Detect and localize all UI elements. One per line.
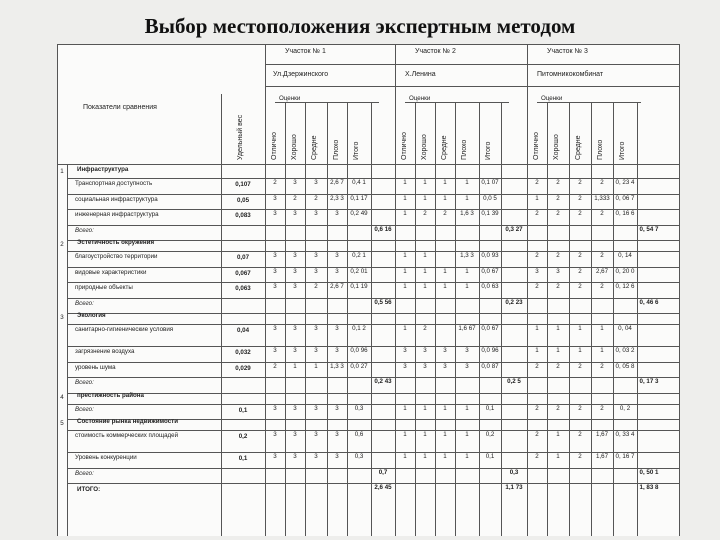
score-cell: 2 xyxy=(600,179,604,186)
score-cell: 0,1 39 xyxy=(481,210,499,217)
score-cell: 1 xyxy=(403,179,407,186)
group-title: Эстетичность окружения xyxy=(77,239,155,246)
grid-line xyxy=(679,44,680,536)
score-cell: 2 xyxy=(578,179,582,186)
score-cell: 1 xyxy=(535,194,539,202)
row-weight: 0,107 xyxy=(235,181,251,188)
score-cell: 3 xyxy=(335,252,339,259)
score-cell: 2 xyxy=(556,283,560,290)
score-cell: 2 xyxy=(293,194,297,202)
score-cell: 2 xyxy=(535,210,539,217)
header-site-1-хорошо: Хорошо xyxy=(291,134,298,160)
score-cell: 0, 23 4 xyxy=(615,179,635,186)
score-cell: 0, 16 7 xyxy=(615,453,635,460)
score-cell: 3 xyxy=(273,252,277,259)
score-cell: 2 xyxy=(578,431,582,438)
row-label: Транспортная доступность xyxy=(75,180,153,187)
header-site-1-отлично: Отлично xyxy=(271,132,278,160)
row-weight: 0,063 xyxy=(235,285,251,292)
score-cell: 1 xyxy=(403,252,407,259)
score-cell: 2 xyxy=(535,453,539,460)
score-cell: 1 xyxy=(403,453,407,460)
score-cell: 2 xyxy=(423,325,427,332)
score-cell: 1 xyxy=(403,210,407,217)
score-cell: 0, 20 0 xyxy=(615,267,635,275)
score-cell: 1 xyxy=(443,179,447,186)
score-cell: 1 xyxy=(556,431,560,438)
row-label: санитарно-гигиенические условия xyxy=(75,326,174,333)
score-cell: 3 xyxy=(293,267,297,275)
score-cell: 1 xyxy=(465,283,469,290)
score-cell: 1 xyxy=(600,347,604,354)
site-1-total: 0,7 xyxy=(378,468,388,476)
score-cell: 0,0 67 xyxy=(481,267,499,275)
score-cell: 0,0 27 xyxy=(350,362,368,370)
row-label: стоимость коммерческих площадей xyxy=(75,432,179,439)
group-number: 1 xyxy=(60,168,64,175)
score-cell: 3 xyxy=(335,210,339,217)
grid-line xyxy=(67,178,680,179)
row-weight: 0,05 xyxy=(236,196,250,204)
grid-line xyxy=(67,194,680,195)
score-cell: 1 xyxy=(403,431,407,438)
score-cell: 0,3 xyxy=(354,404,364,412)
score-cell: 2 xyxy=(535,252,539,259)
score-cell: 3 xyxy=(293,431,297,438)
score-cell: 3 xyxy=(443,347,447,354)
group-title: Инфраструктура xyxy=(77,166,129,173)
score-cell: 1 xyxy=(314,362,318,370)
group-title: Состояние рынка недвижимости xyxy=(77,418,178,425)
score-cell: 1 xyxy=(535,325,539,332)
score-cell: 3 xyxy=(273,453,277,460)
score-cell: 0,4 1 xyxy=(352,179,366,186)
score-cell: 1,3 3 xyxy=(460,252,474,259)
row-label: видовые характеристики xyxy=(75,268,147,276)
score-cell: 0,0 5 xyxy=(483,194,497,202)
score-cell: 1 xyxy=(443,404,447,412)
grid-line xyxy=(265,64,680,65)
score-cell: 3 xyxy=(273,431,277,438)
site-2-total: 0,2 5 xyxy=(507,378,521,385)
score-cell: 2 xyxy=(443,210,447,217)
score-cell: 1,333 xyxy=(594,194,610,202)
score-cell: 3 xyxy=(403,362,407,370)
score-cell: 1,6 3 xyxy=(460,210,474,217)
score-cell: 3 xyxy=(293,252,297,259)
row-label: Уровень конкуренции xyxy=(75,454,137,461)
grid-line xyxy=(347,102,348,536)
row-label: уровень шума xyxy=(75,363,116,371)
score-cell: 2 xyxy=(535,179,539,186)
score-cell: 2 xyxy=(578,453,582,460)
score-cell: 0, 33 4 xyxy=(615,431,635,438)
score-cell: 0,1 2 xyxy=(352,325,366,332)
header-street-3: Питомникокомбинат xyxy=(537,71,604,78)
score-cell: 1 xyxy=(293,362,297,370)
comparison-table xyxy=(57,44,680,536)
score-cell: 1 xyxy=(535,347,539,354)
grid-line xyxy=(57,164,680,165)
grid-line xyxy=(67,404,680,405)
header-weight: Удельный вес xyxy=(237,114,244,160)
score-cell: 0,0 67 xyxy=(481,325,499,332)
score-cell: 2 xyxy=(556,404,560,412)
score-cell: 3 xyxy=(293,283,297,290)
score-cell: 2 xyxy=(273,362,277,370)
score-cell: 3 xyxy=(335,431,339,438)
header-site-2-средне: Средне xyxy=(441,135,448,160)
score-cell: 3 xyxy=(423,362,427,370)
score-cell: 3 xyxy=(293,179,297,186)
score-cell: 3 xyxy=(443,362,447,370)
header-site-2-отлично: Отлично xyxy=(401,132,408,160)
score-cell: 0,0 63 xyxy=(481,283,499,290)
score-cell: 3 xyxy=(314,347,318,354)
score-cell: 3 xyxy=(535,267,539,275)
group-number: 2 xyxy=(60,241,64,248)
grid-line xyxy=(479,102,480,536)
total-label: ИТОГО: xyxy=(77,486,101,493)
grid-line xyxy=(547,102,548,536)
row-weight: 0,029 xyxy=(235,364,251,372)
grand-total-site-2: 1,1 73 xyxy=(505,484,523,491)
score-cell: 2 xyxy=(556,252,560,259)
score-cell: 1,3 3 xyxy=(330,362,344,370)
grand-total-site-1: 2,6 45 xyxy=(374,484,392,491)
grid-line xyxy=(67,251,680,252)
grid-line xyxy=(67,346,680,347)
score-cell: 2,6 7 xyxy=(330,179,344,186)
score-cell: 2 xyxy=(600,252,604,259)
score-cell: 1 xyxy=(556,347,560,354)
row-weight: 0,2 xyxy=(238,433,248,440)
page-title: Выбор местоположения экспертным методом xyxy=(144,14,576,38)
grand-total-site-3: 1, 83 8 xyxy=(639,484,659,491)
score-cell: 0,2 xyxy=(485,431,495,438)
score-cell: 0,1 17 xyxy=(350,194,368,202)
row-weight: 0,1 xyxy=(238,406,248,414)
group-title: престижность района xyxy=(77,391,144,399)
score-cell: 1 xyxy=(465,179,469,186)
site-2-total: 0,3 xyxy=(509,468,519,476)
grid-line xyxy=(57,44,58,536)
score-cell: 3 xyxy=(273,210,277,217)
score-cell: 3 xyxy=(314,179,318,186)
row-label: Всего: xyxy=(75,226,94,234)
score-cell: 2 xyxy=(556,362,560,370)
score-cell: 0,0 87 xyxy=(481,362,499,370)
score-cell: 3 xyxy=(273,267,277,275)
score-cell: 1 xyxy=(556,325,560,332)
grid-line xyxy=(415,102,416,536)
header-street-1: Ул.Дзержинского xyxy=(273,71,329,78)
header-indicator: Показатели сравнения xyxy=(83,104,157,111)
score-cell: 3 xyxy=(293,453,297,460)
score-cell: 2 xyxy=(578,267,582,275)
score-cell: 1 xyxy=(465,267,469,275)
score-cell: 3 xyxy=(335,267,339,275)
header-site-3-отлично: Отлично xyxy=(533,132,540,160)
score-cell: 3 xyxy=(314,453,318,460)
grid-line xyxy=(527,102,528,536)
score-cell: 0,0 96 xyxy=(350,347,368,354)
score-cell: 1 xyxy=(423,252,427,259)
header-site-1-средне: Средне xyxy=(311,135,318,160)
score-cell: 3 xyxy=(314,252,318,259)
score-cell: 0,0 96 xyxy=(481,347,499,354)
score-cell: 1,67 xyxy=(595,453,609,460)
score-cell: 1 xyxy=(465,194,469,202)
score-cell: 2 xyxy=(578,210,582,217)
score-cell: 0, 16 6 xyxy=(615,210,635,217)
grid-line xyxy=(67,267,680,268)
site-1-total: 0,2 43 xyxy=(374,378,392,385)
score-cell: 2,3 3 xyxy=(330,194,344,202)
score-cell: 0, 06 7 xyxy=(615,194,635,202)
grid-line xyxy=(569,102,570,536)
score-cell: 1 xyxy=(423,453,427,460)
grid-line xyxy=(405,102,509,103)
score-cell: 1 xyxy=(578,325,582,332)
header-scores-2: Оценки xyxy=(409,95,431,102)
row-weight: 0,07 xyxy=(236,254,250,261)
grid-line xyxy=(67,282,680,283)
group-number: 4 xyxy=(60,393,64,401)
score-cell: 3 xyxy=(293,347,297,354)
header-site-2: Участок № 2 xyxy=(415,48,456,55)
score-cell: 1 xyxy=(403,267,407,275)
score-cell: 2 xyxy=(556,179,560,186)
score-cell: 2,67 xyxy=(595,267,609,275)
header-site-2-итого: Итого xyxy=(485,141,492,160)
row-label: Всего: xyxy=(75,299,94,307)
score-cell: 3 xyxy=(314,431,318,438)
score-cell: 3 xyxy=(293,404,297,412)
row-weight: 0,1 xyxy=(238,455,248,462)
score-cell: 1,67 xyxy=(595,431,609,438)
score-cell: 3 xyxy=(465,362,469,370)
score-cell: 2 xyxy=(578,194,582,202)
score-cell: 2 xyxy=(578,283,582,290)
score-cell: 3 xyxy=(273,325,277,332)
score-cell: 0, 12 6 xyxy=(615,283,635,290)
grid-line xyxy=(265,102,266,536)
score-cell: 3 xyxy=(273,404,277,412)
header-site-1: Участок № 1 xyxy=(285,48,326,55)
score-cell: 0,0 93 xyxy=(481,252,499,259)
score-cell: 2 xyxy=(600,283,604,290)
score-cell: 1 xyxy=(423,404,427,412)
score-cell: 1 xyxy=(465,404,469,412)
header-scores-3: Оценки xyxy=(541,95,563,102)
score-cell: 1 xyxy=(443,431,447,438)
score-cell: 1 xyxy=(443,267,447,275)
grid-line xyxy=(537,102,641,103)
score-cell: 3 xyxy=(314,404,318,412)
score-cell: 1 xyxy=(423,431,427,438)
score-cell: 2 xyxy=(273,179,277,186)
score-cell: 0, 04 xyxy=(618,325,632,332)
row-label: природные объекты xyxy=(75,284,133,291)
grid-line xyxy=(285,102,286,536)
score-cell: 1 xyxy=(465,431,469,438)
grid-line xyxy=(67,164,68,536)
score-cell: 2 xyxy=(578,404,582,412)
site-2-total: 0,2 23 xyxy=(505,298,523,306)
row-label: Всего: xyxy=(75,469,94,477)
group-title: Экология xyxy=(77,312,106,319)
site-1-total: 0,5 56 xyxy=(374,298,392,306)
score-cell: 1 xyxy=(578,347,582,354)
score-cell: 3 xyxy=(273,283,277,290)
grid-line xyxy=(67,468,680,469)
row-weight: 0,032 xyxy=(235,349,251,356)
score-cell: 1 xyxy=(443,453,447,460)
score-cell: 0,1 07 xyxy=(481,179,499,186)
row-weight: 0,083 xyxy=(235,212,251,219)
score-cell: 3 xyxy=(293,210,297,217)
score-cell: 3 xyxy=(314,325,318,332)
score-cell: 3 xyxy=(335,453,339,460)
score-cell: 0,1 xyxy=(485,453,495,460)
score-cell: 0,1 xyxy=(485,404,495,412)
score-cell: 0, 14 xyxy=(618,252,632,259)
score-cell: 1 xyxy=(423,283,427,290)
grid-line xyxy=(327,102,328,536)
grid-line xyxy=(591,102,592,536)
group-number: 5 xyxy=(60,420,64,427)
row-weight: 0,04 xyxy=(236,327,250,334)
grid-line xyxy=(435,102,436,536)
header-site-1-плохо: Плохо xyxy=(333,139,340,160)
grid-line xyxy=(67,209,680,210)
score-cell: 2 xyxy=(535,283,539,290)
score-cell: 0,6 xyxy=(354,431,364,438)
score-cell: 1 xyxy=(423,267,427,275)
score-cell: 2 xyxy=(556,210,560,217)
site-3-total: 0, 46 6 xyxy=(639,298,659,306)
score-cell: 1 xyxy=(423,179,427,186)
site-3-total: 0, 50 1 xyxy=(639,468,659,476)
header-street-2: Х.Ленина xyxy=(405,71,436,78)
grid-line xyxy=(613,102,614,536)
grid-line xyxy=(67,430,680,431)
score-cell: 2 xyxy=(600,362,604,370)
score-cell: 3 xyxy=(556,267,560,275)
header-site-3-итого: Итого xyxy=(619,141,626,160)
site-3-total: 0, 17 3 xyxy=(639,378,659,385)
score-cell: 1 xyxy=(403,325,407,332)
score-cell: 2 xyxy=(314,283,318,290)
score-cell: 3 xyxy=(335,404,339,412)
score-cell: 3 xyxy=(273,194,277,202)
score-cell: 2,6 7 xyxy=(330,283,344,290)
site-1-total: 0,6 16 xyxy=(374,225,392,233)
score-cell: 3 xyxy=(335,347,339,354)
score-cell: 3 xyxy=(273,347,277,354)
score-cell: 2 xyxy=(535,431,539,438)
score-cell: 3 xyxy=(335,325,339,332)
header-site-2-хорошо: Хорошо xyxy=(421,134,428,160)
score-cell: 1 xyxy=(403,194,407,202)
score-cell: 0,1 19 xyxy=(350,283,368,290)
score-cell: 2 xyxy=(535,404,539,412)
site-2-total: 0,3 27 xyxy=(505,225,523,233)
site-3-total: 0, 54 7 xyxy=(639,225,659,233)
score-cell: 0,2 1 xyxy=(352,252,366,259)
score-cell: 2 xyxy=(600,404,604,412)
grid-line xyxy=(67,452,680,453)
grid-line xyxy=(265,86,680,87)
header-site-3-средне: Средне xyxy=(575,135,582,160)
score-cell: 1 xyxy=(556,453,560,460)
score-cell: 2 xyxy=(423,210,427,217)
score-cell: 2 xyxy=(535,362,539,370)
grid-line xyxy=(455,102,456,536)
score-cell: 0,3 xyxy=(354,453,364,460)
score-cell: 0, 05 8 xyxy=(615,362,635,370)
grid-line xyxy=(221,94,222,536)
row-label: социальная инфраструктура xyxy=(75,195,158,203)
grid-line xyxy=(67,362,680,363)
header-site-3: Участок № 3 xyxy=(547,48,588,55)
header-site-3-плохо: Плохо xyxy=(597,139,604,160)
header-site-2-плохо: Плохо xyxy=(461,139,468,160)
score-cell: 1 xyxy=(403,283,407,290)
header-site-3-хорошо: Хорошо xyxy=(553,134,560,160)
row-label: загрязнение воздуха xyxy=(75,348,135,355)
score-cell: 1 xyxy=(443,283,447,290)
score-cell: 2 xyxy=(578,252,582,259)
grid-line xyxy=(395,102,396,536)
score-cell: 0, 2 xyxy=(619,404,631,412)
score-cell: 3 xyxy=(423,347,427,354)
score-cell: 1 xyxy=(465,453,469,460)
score-cell: 2 xyxy=(556,194,560,202)
header-site-1-итого: Итого xyxy=(353,141,360,160)
score-cell: 2 xyxy=(600,210,604,217)
score-cell: 1 xyxy=(600,325,604,332)
grid-line xyxy=(67,324,680,325)
grid-line xyxy=(305,102,306,536)
score-cell: 2 xyxy=(314,194,318,202)
score-cell: 0,2 01 xyxy=(350,267,368,275)
row-label: Всего: xyxy=(75,405,94,413)
score-cell: 3 xyxy=(293,325,297,332)
row-label: инженерная инфраструктура xyxy=(75,211,159,218)
score-cell: 1,6 67 xyxy=(458,325,476,332)
score-cell: 3 xyxy=(314,210,318,217)
score-cell: 0,2 49 xyxy=(350,210,368,217)
row-label: благоустройство территории xyxy=(75,253,158,260)
grid-line xyxy=(57,44,680,45)
score-cell: 1 xyxy=(403,404,407,412)
score-cell: 3 xyxy=(465,347,469,354)
row-label: Всего: xyxy=(75,379,94,386)
score-cell: 3 xyxy=(314,267,318,275)
score-cell: 2 xyxy=(578,362,582,370)
score-cell: 0, 03 2 xyxy=(615,347,635,354)
score-cell: 1 xyxy=(423,194,427,202)
score-cell: 1 xyxy=(443,194,447,202)
row-weight: 0,067 xyxy=(235,269,251,277)
group-number: 3 xyxy=(60,314,64,321)
header-scores-1: Оценки xyxy=(279,95,301,102)
score-cell: 3 xyxy=(403,347,407,354)
